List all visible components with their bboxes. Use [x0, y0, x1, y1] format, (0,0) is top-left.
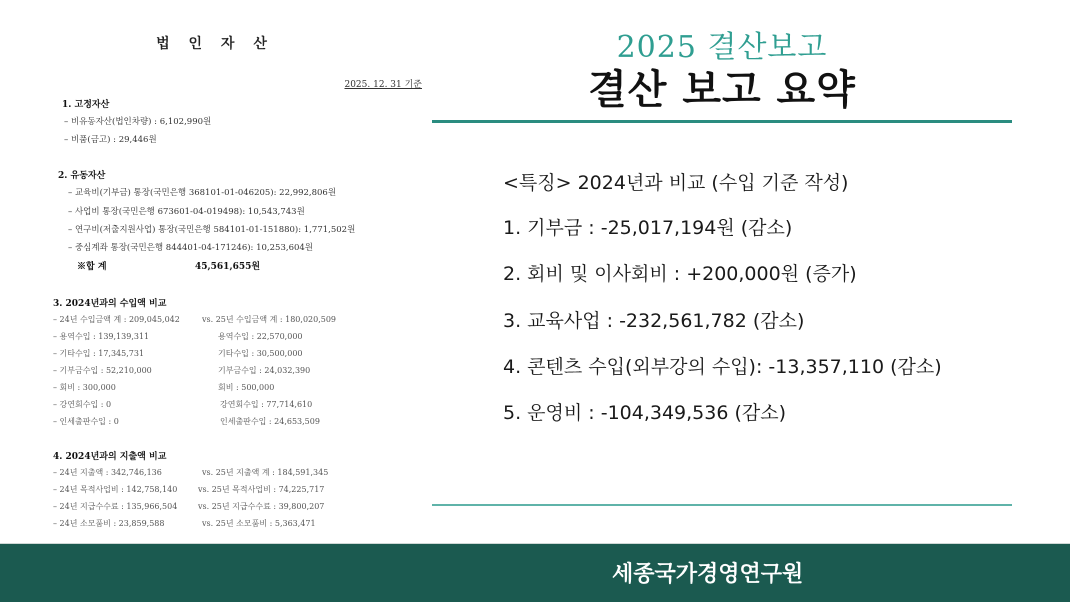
income-row-2024: – 기부금수입 : 52,210,000 — [53, 366, 152, 375]
summary-intro: <특징> 2024년과 비교 (수입 기준 작성) — [503, 172, 849, 194]
fixed-asset-line: – 비유동자산(법인차량) : 6,102,990원 — [64, 117, 212, 127]
section-fixed-assets-heading: 1. 고정자산 — [62, 100, 110, 110]
current-asset-line: – 사업비 통장(국민은행 673601-04-019498): 10,543,743원 — [68, 207, 305, 217]
summary-item-content: 4. 콘텐츠 수입(외부강의 수입): -13,357,110 (감소) — [503, 356, 942, 378]
income-row-2025: 인세출판수입 : 24,653,509 — [220, 417, 320, 426]
expense-row-2024: – 24년 소모품비 : 23,859,588 — [53, 519, 165, 528]
total-label: ※합 계 — [77, 262, 107, 272]
income-row-2025: 회비 : 500,000 — [218, 383, 275, 392]
asset-document — [0, 0, 430, 540]
expense-row-2025: vs. 25년 지출액 계 : 184,591,345 — [202, 468, 329, 477]
income-row-2024: – 인세출판수입 : 0 — [53, 417, 119, 426]
summary-item-education: 3. 교육사업 : -232,561,782 (감소) — [503, 310, 805, 332]
summary-item-membership: 2. 회비 및 이사회비 : +200,000원 (증가) — [503, 263, 857, 285]
expense-row-2024: – 24년 지급수수료 : 135,966,504 — [53, 502, 178, 511]
income-row-2024: – 강연회수입 : 0 — [53, 400, 112, 409]
title-divider — [432, 120, 1012, 123]
report-subtitle: 2025 결산보고 — [616, 30, 828, 65]
expense-row-2025: vs. 25년 지급수수료 : 39,800,207 — [198, 502, 325, 511]
current-asset-line: – 중심계좌 통장(국민은행 844401-04-171246): 10,253,604원 — [68, 243, 313, 253]
document-title: 법 인 자 산 — [156, 36, 274, 52]
summary-item-operations: 5. 운영비 : -104,349,536 (감소) — [503, 402, 787, 424]
total-value: 45,561,655원 — [195, 262, 261, 272]
document-date: 2025. 12. 31 기준 — [344, 80, 422, 90]
expense-row-2024: – 24년 목적사업비 : 142,758,140 — [53, 485, 178, 494]
income-row-2025: vs. 25년 수입금액 계 : 180,020,509 — [202, 315, 337, 324]
expense-row-2024: – 24년 지출액 : 342,746,136 — [53, 468, 162, 477]
fixed-asset-line: – 비품(금고) : 29,446원 — [64, 135, 157, 145]
current-asset-line: – 교육비(기부금) 통장(국민은행 368101-01-046205): 22,992,806원 — [68, 188, 337, 198]
income-row-2024: – 회비 : 300,000 — [53, 383, 116, 392]
income-row-2025: 강연회수입 : 77,714,610 — [220, 400, 313, 409]
income-row-2025: 기부금수입 : 24,032,390 — [218, 366, 311, 375]
section-expense-comparison-heading: 4. 2024년과의 지출액 비교 — [53, 452, 167, 462]
income-row-2024: – 기타수입 : 17,345,731 — [53, 349, 145, 358]
section-current-assets-heading: 2. 유동자산 — [58, 171, 106, 181]
expense-row-2025: vs. 25년 목적사업비 : 74,225,717 — [198, 485, 325, 494]
section-income-comparison-heading: 3. 2024년과의 수입액 비교 — [53, 299, 167, 309]
current-asset-line: – 연구비(저출지원사업) 통장(국민은행 584101-01-151880): 1,771,502원 — [68, 225, 356, 235]
report-title: 결산 보고 요약 — [588, 67, 856, 113]
income-row-2025: 용역수입 : 22,570,000 — [218, 332, 303, 341]
income-row-2025: 기타수입 : 30,500,000 — [218, 349, 303, 358]
expense-row-2025: vs. 25년 소모품비 : 5,363,471 — [202, 519, 316, 528]
bottom-divider — [432, 504, 1012, 506]
organization-name: 세종국가경영연구원 — [612, 562, 804, 587]
footer-banner — [0, 543, 1070, 602]
summary-item-donations: 1. 기부금 : -25,017,194원 (감소) — [503, 217, 793, 239]
income-row-2024: – 24년 수입금액 계 : 209,045,042 — [53, 315, 180, 324]
income-row-2024: – 용역수입 : 139,139,311 — [53, 332, 150, 341]
